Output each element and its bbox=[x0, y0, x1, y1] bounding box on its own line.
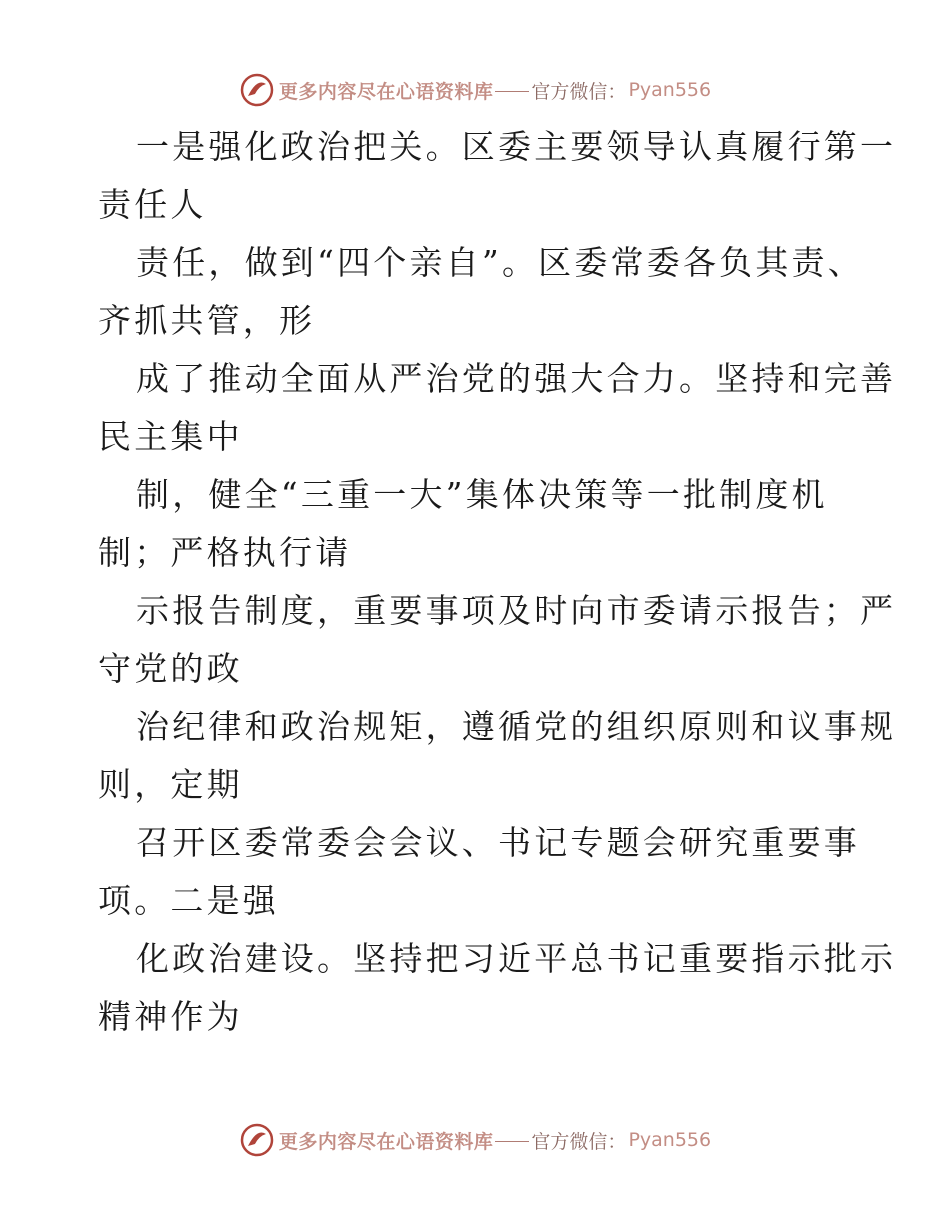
text-line: 治纪律和政治规矩，遵循党的组织原则和议事规 bbox=[136, 707, 897, 746]
header-watermark bbox=[0, 70, 950, 110]
text-line: 召开区委常委会会议、书记专题会研究重要事 bbox=[136, 823, 860, 862]
text-line: 责任人 bbox=[98, 185, 207, 224]
watermark-brand-text: 更多内容尽在心语资料库 bbox=[278, 1130, 494, 1153]
text-line: 齐抓共管，形 bbox=[98, 301, 316, 340]
text-line: 一是强化政治把关。区委主要领导认真履行第一 bbox=[136, 127, 897, 166]
text-line: 民主集中 bbox=[98, 417, 243, 456]
text-line: 制；严格执行请 bbox=[98, 533, 352, 572]
text-line: 成了推动全面从严治党的强大合力。坚持和完善 bbox=[136, 359, 897, 398]
watermark-dash bbox=[495, 91, 529, 92]
text-line: 化政治建设。坚持把习近平总书记重要指示批示 bbox=[136, 939, 897, 978]
text-line: 责任，做到“四个亲自”。区委常委各负其责、 bbox=[136, 243, 864, 282]
watermark-dash bbox=[495, 1141, 529, 1142]
watermark-wechat-label: 官方微信： bbox=[531, 80, 627, 103]
pen-logo-icon bbox=[239, 1122, 275, 1158]
text-line: 制，健全“三重一大”集体决策等一批制度机 bbox=[136, 475, 828, 514]
text-line: 精神作为 bbox=[98, 997, 243, 1036]
text-line: 项。二是强 bbox=[98, 881, 279, 920]
watermark-wechat-id: Pyan556 bbox=[628, 1129, 712, 1151]
text-line: 守党的政 bbox=[98, 649, 243, 688]
footer-watermark bbox=[0, 1120, 950, 1160]
watermark-wechat-label: 官方微信： bbox=[531, 1130, 627, 1153]
text-line: 示报告制度，重要事项及时向市委请示报告；严 bbox=[136, 591, 897, 630]
pen-logo-icon bbox=[239, 72, 275, 108]
watermark-wechat-id: Pyan556 bbox=[628, 79, 712, 101]
watermark-brand-text: 更多内容尽在心语资料库 bbox=[278, 80, 494, 103]
text-line: 则，定期 bbox=[98, 765, 243, 804]
